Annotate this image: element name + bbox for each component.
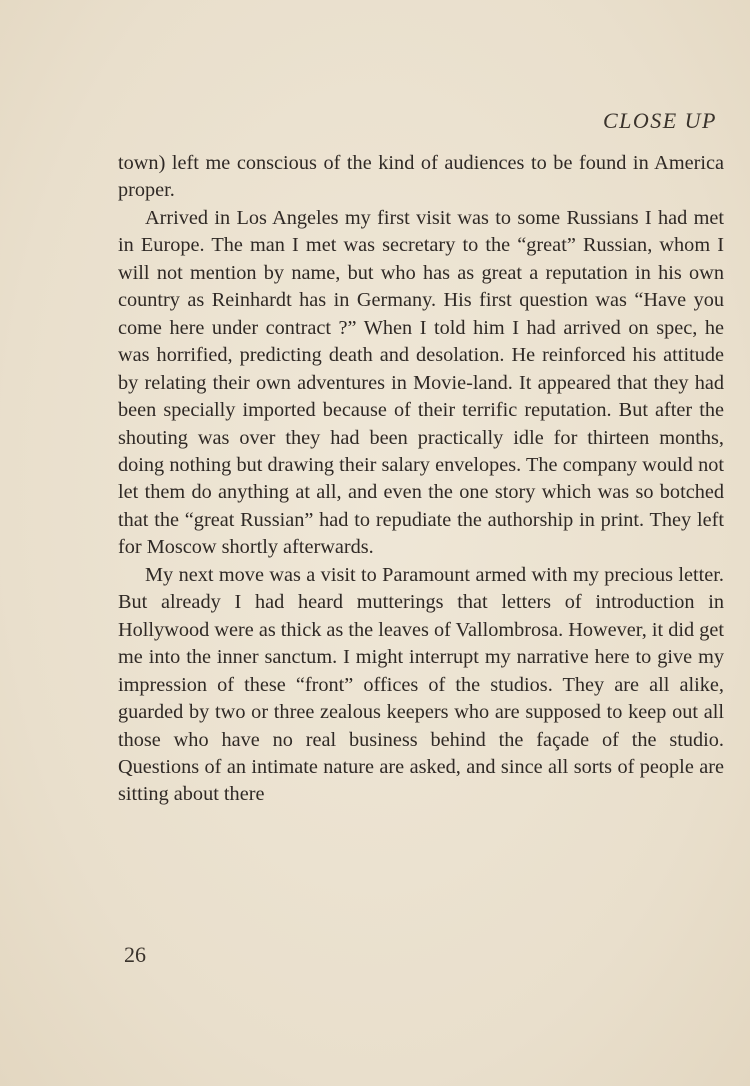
paragraph-arrival: Arrived in Los Angeles my first visit was to some Russians I had met in Europe. The man I met was secretary to the “great” Russian, whom I will not mention by name, but who has as great a reputation in his own country as Reinhardt has in Germany. His first question was “Have you come here under contract ?” When I told him I had arrived on spec, he was horrified, predicting death and desolation. He reinforced his attitude by relating their own adventures in Movie-land. It appeared that they had been specially imported because of their terrific reputation. But after the shouting was over they had been practically idle for thirteen months, doing nothing but drawing their salary envelopes. The company would not let them do anything at all, and even the one story which was so botched that the “great Russian” had to repudiate the authorship in print. They left for Moscow shortly afterwards. [118, 206, 724, 559]
running-head: CLOSE UP [602, 108, 717, 133]
paragraph-paramount: My next move was a visit to Paramount armed with my precious letter. But already I had heard mutterings that letters of introduction in Hollywood were as thick as the leaves of Vallombrosa. However, it did get me into the inner sanctum. I might interrupt my narrative here to give my impression of these “front” offices of the studios. They are all alike, guarded by two or three zealous keepers who are supposed to keep out all those who have no real business behind the façade of the studio. Questions of an intimate nature are asked, and since all sorts of people are sitting about there [118, 563, 724, 806]
paragraph-continued: town) left me conscious of the kind of audiences to be found in America proper. [118, 152, 724, 202]
body-text [118, 150, 724, 809]
page-number: 26 [124, 942, 146, 967]
